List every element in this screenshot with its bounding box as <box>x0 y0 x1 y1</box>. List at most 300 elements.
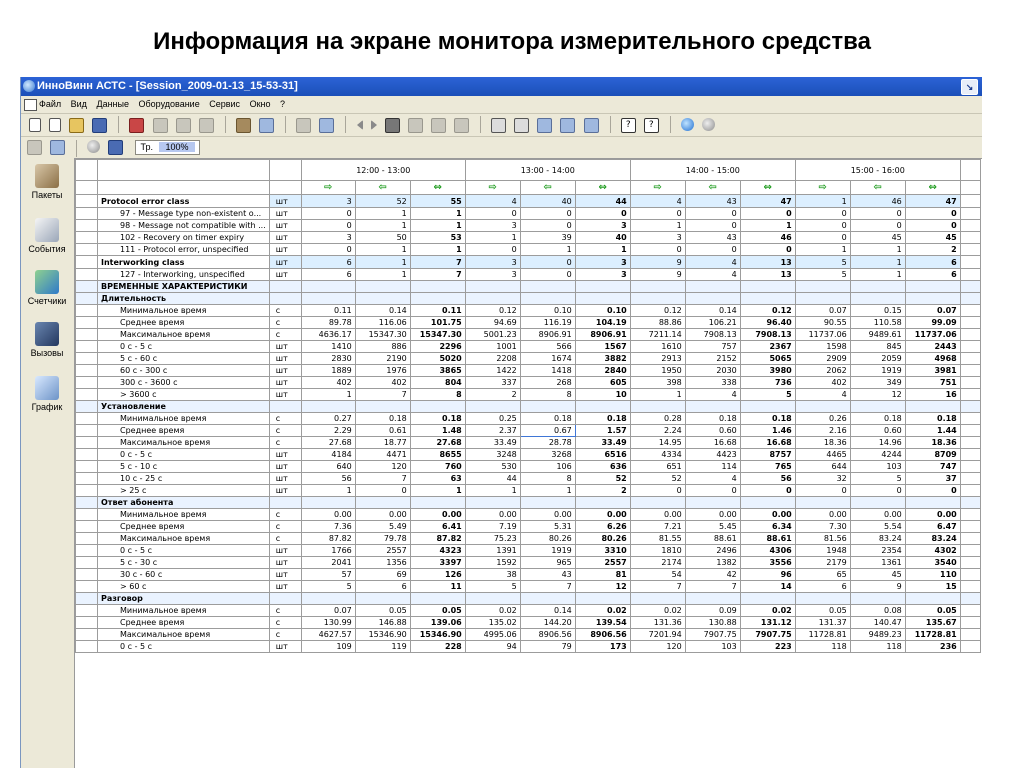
value-cell[interactable]: 118 <box>795 641 850 653</box>
table-row[interactable] <box>76 509 981 521</box>
table-row[interactable] <box>76 425 981 437</box>
value-cell[interactable]: 3882 <box>575 353 630 365</box>
value-cell[interactable]: 1592 <box>465 557 520 569</box>
value-cell[interactable]: 0.00 <box>795 509 850 521</box>
value-cell[interactable]: 2.29 <box>301 425 355 437</box>
value-cell[interactable]: 65 <box>795 569 850 581</box>
table-row[interactable] <box>76 269 981 281</box>
table-row[interactable] <box>76 569 981 581</box>
value-cell[interactable]: 7201.94 <box>630 629 685 641</box>
table-row[interactable] <box>76 533 981 545</box>
value-cell[interactable]: 116.19 <box>520 317 575 329</box>
value-cell[interactable]: 33.49 <box>575 437 630 449</box>
tools-icon[interactable] <box>236 118 251 133</box>
value-cell[interactable]: 0 <box>905 208 960 220</box>
value-cell[interactable]: 2840 <box>575 365 630 377</box>
value-cell[interactable]: 81.55 <box>630 533 685 545</box>
value-cell[interactable]: 0.08 <box>850 605 905 617</box>
value-cell[interactable]: 0.12 <box>465 305 520 317</box>
value-cell[interactable]: 4 <box>685 256 740 269</box>
value-cell[interactable]: 765 <box>740 461 795 473</box>
value-cell[interactable]: 7211.14 <box>630 329 685 341</box>
table-row[interactable] <box>76 449 981 461</box>
value-cell[interactable]: 0 <box>465 244 520 256</box>
value-cell[interactable]: 81 <box>575 569 630 581</box>
value-cell[interactable]: 88.86 <box>630 317 685 329</box>
value-cell[interactable]: 0 <box>850 485 905 497</box>
value-cell[interactable]: 0.00 <box>905 509 960 521</box>
value-cell[interactable]: 337 <box>465 377 520 389</box>
value-cell[interactable]: 566 <box>520 341 575 353</box>
value-cell[interactable]: 7908.13 <box>685 329 740 341</box>
table-row[interactable] <box>76 220 981 232</box>
value-cell[interactable]: 0 <box>905 220 960 232</box>
value-cell[interactable]: 402 <box>795 377 850 389</box>
table-row[interactable] <box>76 317 981 329</box>
value-cell[interactable]: 139.06 <box>410 617 465 629</box>
value-cell[interactable]: 6 <box>301 269 355 281</box>
value-cell[interactable]: 0.05 <box>355 605 410 617</box>
value-cell[interactable]: 1889 <box>301 365 355 377</box>
value-cell[interactable]: 7907.75 <box>740 629 795 641</box>
value-cell[interactable]: 135.02 <box>465 617 520 629</box>
value-cell[interactable]: 15346.90 <box>410 629 465 641</box>
table-row[interactable] <box>76 545 981 557</box>
context-help-icon[interactable]: ? <box>621 118 636 133</box>
value-cell[interactable]: 636 <box>575 461 630 473</box>
value-cell[interactable]: 398 <box>630 377 685 389</box>
menu-view[interactable]: Вид <box>70 99 87 109</box>
value-cell[interactable]: 3556 <box>740 557 795 569</box>
value-cell[interactable]: 0 <box>850 220 905 232</box>
value-cell[interactable]: 3397 <box>410 557 465 569</box>
value-cell[interactable]: 2 <box>575 485 630 497</box>
value-cell[interactable]: 0 <box>795 485 850 497</box>
value-cell[interactable]: 338 <box>685 377 740 389</box>
value-cell[interactable]: 47 <box>905 195 960 208</box>
value-cell[interactable]: 1 <box>630 220 685 232</box>
value-cell[interactable]: 2.37 <box>465 425 520 437</box>
value-cell[interactable]: 640 <box>301 461 355 473</box>
value-cell[interactable]: 0 <box>795 220 850 232</box>
value-cell[interactable]: 0 <box>685 220 740 232</box>
value-cell[interactable]: 7 <box>355 473 410 485</box>
value-cell[interactable]: 3 <box>575 220 630 232</box>
table-row[interactable] <box>76 232 981 244</box>
value-cell[interactable]: 0 <box>520 220 575 232</box>
value-cell[interactable]: 1 <box>850 256 905 269</box>
value-cell[interactable]: 0 <box>905 485 960 497</box>
value-cell[interactable]: 4184 <box>301 449 355 461</box>
value-cell[interactable]: 39 <box>520 232 575 244</box>
value-cell[interactable]: 965 <box>520 557 575 569</box>
value-cell[interactable]: 0.00 <box>740 509 795 521</box>
phone-icon[interactable] <box>108 140 123 155</box>
sidebar-item-events[interactable] <box>21 218 73 254</box>
value-cell[interactable]: 2367 <box>740 341 795 353</box>
value-cell[interactable]: 1 <box>355 244 410 256</box>
value-cell[interactable]: 0 <box>850 208 905 220</box>
value-cell[interactable]: 8 <box>520 473 575 485</box>
layout-icon[interactable] <box>537 118 552 133</box>
value-cell[interactable]: 5.54 <box>850 521 905 533</box>
value-cell[interactable]: 13 <box>740 269 795 281</box>
menu-help[interactable]: ? <box>280 99 286 109</box>
value-cell[interactable]: 12 <box>850 389 905 401</box>
value-cell[interactable]: 126 <box>410 569 465 581</box>
value-cell[interactable]: 28.78 <box>520 437 575 449</box>
value-cell[interactable]: 1.44 <box>905 425 960 437</box>
value-cell[interactable]: 0 <box>685 485 740 497</box>
new-file-icon[interactable] <box>49 118 61 132</box>
value-cell[interactable]: 37 <box>905 473 960 485</box>
value-cell[interactable]: 2152 <box>685 353 740 365</box>
value-cell[interactable]: 16.68 <box>685 437 740 449</box>
value-cell[interactable]: 6 <box>795 581 850 593</box>
value-cell[interactable]: 0.18 <box>740 413 795 425</box>
value-cell[interactable]: 2 <box>465 389 520 401</box>
value-cell[interactable]: 6 <box>301 256 355 269</box>
value-cell[interactable]: 4968 <box>905 353 960 365</box>
value-cell[interactable]: 45 <box>905 232 960 244</box>
value-cell[interactable]: 736 <box>740 377 795 389</box>
pen-icon[interactable] <box>296 118 311 133</box>
document-window-icon[interactable] <box>24 99 37 111</box>
value-cell[interactable]: 3 <box>630 232 685 244</box>
value-cell[interactable]: 12 <box>575 581 630 593</box>
value-cell[interactable]: 110 <box>905 569 960 581</box>
value-cell[interactable]: 2557 <box>575 557 630 569</box>
value-cell[interactable]: 0 <box>740 485 795 497</box>
value-cell[interactable]: 9 <box>850 581 905 593</box>
value-cell[interactable]: 0.07 <box>301 605 355 617</box>
value-cell[interactable]: 88.61 <box>740 533 795 545</box>
value-cell[interactable]: 3268 <box>520 449 575 461</box>
value-cell[interactable]: 2913 <box>630 353 685 365</box>
table-row[interactable] <box>76 244 981 256</box>
value-cell[interactable]: 0.09 <box>685 605 740 617</box>
value-cell[interactable]: 40 <box>575 232 630 244</box>
value-cell[interactable]: 14.96 <box>850 437 905 449</box>
value-cell[interactable]: 83.24 <box>850 533 905 545</box>
value-cell[interactable]: 4627.57 <box>301 629 355 641</box>
value-cell[interactable]: 135.67 <box>905 617 960 629</box>
value-cell[interactable]: 7 <box>355 389 410 401</box>
menu-service[interactable]: Сервис <box>209 99 241 109</box>
value-cell[interactable]: 1567 <box>575 341 630 353</box>
value-cell[interactable]: 845 <box>850 341 905 353</box>
value-cell[interactable]: 47 <box>740 195 795 208</box>
value-cell[interactable]: 131.37 <box>795 617 850 629</box>
value-cell[interactable]: 0.02 <box>630 605 685 617</box>
value-cell[interactable]: 27.68 <box>410 437 465 449</box>
value-cell[interactable]: 0.28 <box>630 413 685 425</box>
value-cell[interactable]: 55 <box>410 195 465 208</box>
value-cell[interactable]: 268 <box>520 377 575 389</box>
list-icon[interactable] <box>153 118 168 133</box>
value-cell[interactable]: 9489.61 <box>850 329 905 341</box>
value-cell[interactable]: 0.18 <box>685 413 740 425</box>
value-cell[interactable]: 5.31 <box>520 521 575 533</box>
value-cell[interactable]: 0 <box>630 485 685 497</box>
value-cell[interactable]: 0.18 <box>410 413 465 425</box>
value-cell[interactable]: 1410 <box>301 341 355 353</box>
value-cell[interactable]: 5065 <box>740 353 795 365</box>
binoculars-icon[interactable] <box>385 118 400 133</box>
table-row[interactable] <box>76 377 981 389</box>
value-cell[interactable]: 139.54 <box>575 617 630 629</box>
value-cell[interactable]: 45 <box>850 569 905 581</box>
value-cell[interactable]: 6 <box>905 269 960 281</box>
value-cell[interactable]: 9 <box>630 269 685 281</box>
sidebar-item-packets[interactable] <box>21 164 73 200</box>
value-cell[interactable]: 7907.75 <box>685 629 740 641</box>
value-cell[interactable]: 349 <box>850 377 905 389</box>
value-cell[interactable]: 0.60 <box>850 425 905 437</box>
value-cell[interactable]: 7.30 <box>795 521 850 533</box>
value-cell[interactable]: 130.88 <box>685 617 740 629</box>
value-cell[interactable]: 1 <box>795 195 850 208</box>
value-cell[interactable]: 96 <box>740 569 795 581</box>
value-cell[interactable]: 5 <box>795 256 850 269</box>
table-row[interactable] <box>76 413 981 425</box>
value-cell[interactable]: 0.00 <box>520 509 575 521</box>
value-cell[interactable]: 0 <box>520 208 575 220</box>
section-row[interactable] <box>76 593 981 605</box>
value-cell[interactable]: 0.18 <box>520 413 575 425</box>
value-cell[interactable]: 1766 <box>301 545 355 557</box>
value-cell[interactable]: 79.78 <box>355 533 410 545</box>
value-cell[interactable]: 144.20 <box>520 617 575 629</box>
value-cell[interactable]: 15347.30 <box>410 329 465 341</box>
value-cell[interactable]: 1 <box>410 244 465 256</box>
value-cell[interactable]: 2030 <box>685 365 740 377</box>
value-cell[interactable]: 0.05 <box>410 605 465 617</box>
find-prev-icon[interactable] <box>454 118 469 133</box>
value-cell[interactable]: 0.14 <box>685 305 740 317</box>
value-cell[interactable]: 99.09 <box>905 317 960 329</box>
value-cell[interactable]: 54 <box>630 569 685 581</box>
value-cell[interactable]: 2354 <box>850 545 905 557</box>
value-cell[interactable]: 43 <box>520 569 575 581</box>
value-cell[interactable]: 1 <box>575 244 630 256</box>
value-cell[interactable]: 757 <box>685 341 740 353</box>
value-cell[interactable]: 5.45 <box>685 521 740 533</box>
value-cell[interactable]: 4244 <box>850 449 905 461</box>
value-cell[interactable]: 2179 <box>795 557 850 569</box>
value-cell[interactable]: 8906.91 <box>575 329 630 341</box>
table-row[interactable] <box>76 581 981 593</box>
value-cell[interactable]: 44 <box>575 195 630 208</box>
value-cell[interactable]: 2557 <box>355 545 410 557</box>
value-cell[interactable]: 6 <box>905 256 960 269</box>
value-cell[interactable]: 1598 <box>795 341 850 353</box>
section-row[interactable] <box>76 401 981 413</box>
value-cell[interactable]: 63 <box>410 473 465 485</box>
new-document-icon[interactable] <box>29 118 41 132</box>
value-cell[interactable]: 90.55 <box>795 317 850 329</box>
back-arrow-icon[interactable] <box>357 120 363 130</box>
value-cell[interactable]: 402 <box>301 377 355 389</box>
value-cell[interactable]: 5001.23 <box>465 329 520 341</box>
value-cell[interactable]: 173 <box>575 641 630 653</box>
menu-file[interactable]: Файл <box>39 99 62 109</box>
value-cell[interactable]: 4 <box>685 473 740 485</box>
value-cell[interactable]: 0 <box>740 208 795 220</box>
value-cell[interactable]: 18.77 <box>355 437 410 449</box>
value-cell[interactable]: 402 <box>355 377 410 389</box>
value-cell[interactable]: 0.05 <box>795 605 850 617</box>
value-cell[interactable]: 52 <box>575 473 630 485</box>
value-cell[interactable]: 4334 <box>630 449 685 461</box>
clock-icon[interactable] <box>87 140 100 153</box>
value-cell[interactable]: 0 <box>740 244 795 256</box>
value-cell[interactable]: 1.48 <box>410 425 465 437</box>
value-cell[interactable]: 0.00 <box>575 509 630 521</box>
value-cell[interactable]: 1 <box>630 389 685 401</box>
value-cell[interactable]: 94.69 <box>465 317 520 329</box>
value-cell[interactable]: 8906.91 <box>520 329 575 341</box>
value-cell[interactable]: 96.40 <box>740 317 795 329</box>
value-cell[interactable]: 0.10 <box>575 305 630 317</box>
value-cell[interactable]: 1356 <box>355 557 410 569</box>
value-cell[interactable]: 4 <box>795 389 850 401</box>
value-cell[interactable]: 3980 <box>740 365 795 377</box>
table-row[interactable] <box>76 521 981 533</box>
value-cell[interactable]: 1674 <box>520 353 575 365</box>
value-cell[interactable]: 45 <box>850 232 905 244</box>
value-cell[interactable]: 1418 <box>520 365 575 377</box>
value-cell[interactable]: 0.00 <box>355 509 410 521</box>
value-cell[interactable]: 52 <box>630 473 685 485</box>
value-cell[interactable]: 7 <box>685 581 740 593</box>
value-cell[interactable]: 6.41 <box>410 521 465 533</box>
table-row[interactable] <box>76 629 981 641</box>
value-cell[interactable]: 3310 <box>575 545 630 557</box>
value-cell[interactable]: 80.26 <box>520 533 575 545</box>
value-cell[interactable]: 4465 <box>795 449 850 461</box>
value-cell[interactable]: 18.36 <box>795 437 850 449</box>
value-cell[interactable]: 1976 <box>355 365 410 377</box>
value-cell[interactable]: 1.46 <box>740 425 795 437</box>
value-cell[interactable]: 1361 <box>850 557 905 569</box>
value-cell[interactable]: 1919 <box>520 545 575 557</box>
value-cell[interactable]: 3 <box>301 232 355 244</box>
filter-icon[interactable] <box>176 118 191 133</box>
value-cell[interactable]: 1 <box>740 220 795 232</box>
value-cell[interactable]: 75.23 <box>465 533 520 545</box>
value-cell[interactable]: 3 <box>575 256 630 269</box>
value-cell[interactable]: 1948 <box>795 545 850 557</box>
value-cell[interactable]: 4 <box>630 195 685 208</box>
value-cell[interactable]: 2174 <box>630 557 685 569</box>
table-row[interactable] <box>76 485 981 497</box>
value-cell[interactable]: 1 <box>465 232 520 244</box>
table-row[interactable] <box>76 365 981 377</box>
value-cell[interactable]: 3 <box>301 195 355 208</box>
value-cell[interactable]: 747 <box>905 461 960 473</box>
value-cell[interactable]: 2059 <box>850 353 905 365</box>
value-cell[interactable]: 81.56 <box>795 533 850 545</box>
value-cell[interactable]: 14 <box>740 581 795 593</box>
value-cell[interactable]: 0.18 <box>905 413 960 425</box>
value-cell[interactable]: 106 <box>520 461 575 473</box>
value-cell[interactable]: 1001 <box>465 341 520 353</box>
value-cell[interactable]: 5020 <box>410 353 465 365</box>
menu-equipment[interactable]: Оборудование <box>138 99 200 109</box>
value-cell[interactable]: 4 <box>465 195 520 208</box>
value-cell[interactable]: 38 <box>465 569 520 581</box>
value-cell[interactable]: 18.36 <box>905 437 960 449</box>
value-cell[interactable]: 4636.17 <box>301 329 355 341</box>
value-cell[interactable]: 0.15 <box>850 305 905 317</box>
value-cell[interactable]: 0 <box>630 244 685 256</box>
value-cell[interactable]: 8906.56 <box>575 629 630 641</box>
value-cell[interactable]: 0.60 <box>685 425 740 437</box>
value-cell[interactable]: 1 <box>850 269 905 281</box>
value-cell[interactable]: 4 <box>685 269 740 281</box>
properties-icon[interactable] <box>319 118 334 133</box>
table-row[interactable] <box>76 389 981 401</box>
value-cell[interactable]: 228 <box>410 641 465 653</box>
zoom-field[interactable] <box>135 140 199 155</box>
value-cell[interactable]: 7.36 <box>301 521 355 533</box>
value-cell[interactable]: 119 <box>355 641 410 653</box>
value-cell[interactable]: 69 <box>355 569 410 581</box>
value-cell[interactable]: 0 <box>355 485 410 497</box>
value-cell[interactable]: 0.00 <box>410 509 465 521</box>
value-cell[interactable]: 6.26 <box>575 521 630 533</box>
record-icon[interactable] <box>129 118 144 133</box>
value-cell[interactable]: 10 <box>575 389 630 401</box>
value-cell[interactable]: 1 <box>355 269 410 281</box>
value-cell[interactable]: 2296 <box>410 341 465 353</box>
value-cell[interactable]: 56 <box>301 473 355 485</box>
value-cell[interactable]: 6 <box>355 581 410 593</box>
value-cell[interactable]: 0.02 <box>575 605 630 617</box>
help-icon[interactable]: ? <box>644 118 659 133</box>
value-cell[interactable]: 1 <box>850 244 905 256</box>
table-row[interactable] <box>76 461 981 473</box>
value-cell[interactable]: 131.36 <box>630 617 685 629</box>
value-cell[interactable]: 4471 <box>355 449 410 461</box>
value-cell[interactable]: 4995.06 <box>465 629 520 641</box>
value-cell[interactable]: 0 <box>520 256 575 269</box>
value-cell[interactable]: 53 <box>410 232 465 244</box>
split-horizontal-icon[interactable] <box>560 118 575 133</box>
value-cell[interactable]: 7908.13 <box>740 329 795 341</box>
value-cell[interactable]: 56 <box>740 473 795 485</box>
table-row[interactable] <box>76 617 981 629</box>
value-cell[interactable]: 14.95 <box>630 437 685 449</box>
value-cell[interactable]: 0.02 <box>465 605 520 617</box>
value-cell[interactable]: 886 <box>355 341 410 353</box>
value-cell[interactable]: 1382 <box>685 557 740 569</box>
value-cell[interactable]: 0.25 <box>465 413 520 425</box>
value-cell[interactable]: 88.61 <box>685 533 740 545</box>
table-row[interactable] <box>76 605 981 617</box>
open-folder-icon[interactable] <box>69 118 84 133</box>
value-cell[interactable]: 0 <box>795 232 850 244</box>
sidebar-item-graph[interactable] <box>21 376 73 412</box>
value-cell[interactable]: 0.07 <box>905 305 960 317</box>
link-icon[interactable] <box>408 118 423 133</box>
value-cell[interactable]: 9 <box>630 256 685 269</box>
forward-arrow-icon[interactable] <box>371 120 377 130</box>
value-cell[interactable]: 6516 <box>575 449 630 461</box>
value-cell[interactable]: 644 <box>795 461 850 473</box>
value-cell[interactable]: 1 <box>355 220 410 232</box>
